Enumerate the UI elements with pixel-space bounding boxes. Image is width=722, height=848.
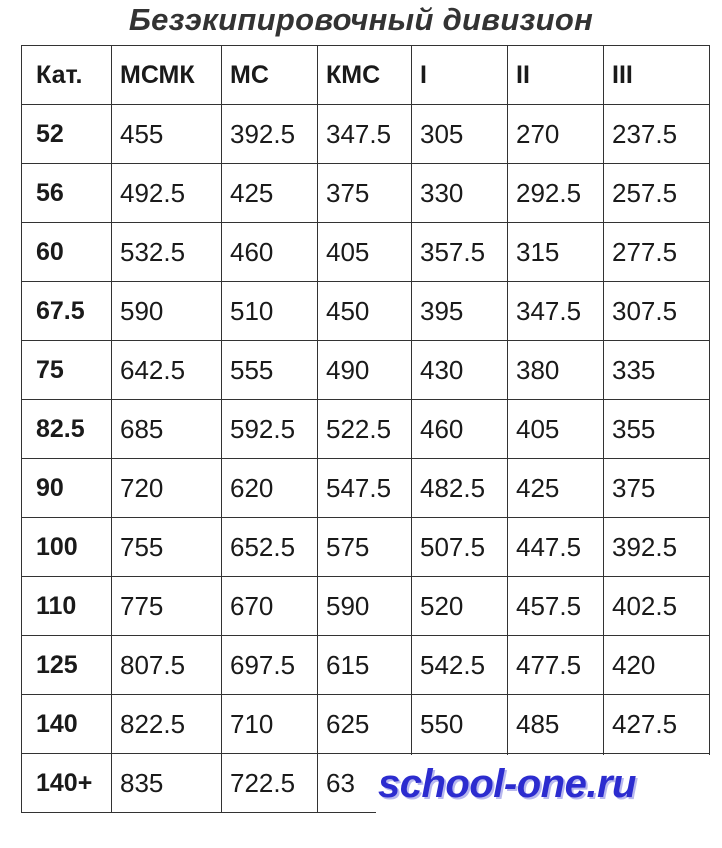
standard-value-cell: 697.5	[222, 636, 318, 695]
standard-value-cell: 402.5	[604, 577, 710, 636]
standard-value-cell: 392.5	[604, 518, 710, 577]
weight-category-cell: 67.5	[22, 282, 112, 341]
standard-value-cell: 490	[318, 341, 412, 400]
standard-value-cell: 335	[604, 341, 710, 400]
table-row	[22, 459, 710, 518]
standard-value-cell: 620	[222, 459, 318, 518]
standard-value-cell: 507.5	[412, 518, 508, 577]
standard-value-cell: 482.5	[412, 459, 508, 518]
standard-value-cell: 590	[318, 577, 412, 636]
standard-value-cell: 722.5	[222, 754, 318, 813]
standard-value-cell: 775	[112, 577, 222, 636]
standard-value-cell: 347.5	[318, 105, 412, 164]
standard-value-cell: 330	[412, 164, 508, 223]
page-title: Безэкипировочный дивизион	[128, 2, 594, 37]
standard-value-cell: 347.5	[508, 282, 604, 341]
standard-value-cell: 625	[318, 695, 412, 754]
standard-value-cell: 257.5	[604, 164, 710, 223]
standard-value-cell: 455	[112, 105, 222, 164]
standard-value-cell: 450	[318, 282, 412, 341]
table-row	[22, 223, 710, 282]
standard-value-cell: 420	[604, 636, 710, 695]
standard-value-cell: 520	[412, 577, 508, 636]
standard-value-cell: 405	[318, 223, 412, 282]
table-row	[22, 282, 710, 341]
standard-value-cell: 425	[222, 164, 318, 223]
column-header: III	[604, 46, 710, 105]
column-header: Кат.	[22, 46, 112, 105]
standard-value-cell: 547.5	[318, 459, 412, 518]
weight-category-cell: 82.5	[22, 400, 112, 459]
weight-category-cell: 140	[22, 695, 112, 754]
weight-category-cell: 56	[22, 164, 112, 223]
standard-value-cell: 427.5	[604, 695, 710, 754]
standard-value-cell: 485	[508, 695, 604, 754]
standard-value-cell: 392.5	[222, 105, 318, 164]
weight-category-cell: 100	[22, 518, 112, 577]
standard-value-cell: 807.5	[112, 636, 222, 695]
watermark-logo: school-one.ru	[378, 762, 636, 806]
standard-value-cell: 460	[222, 223, 318, 282]
standard-value-cell: 590	[112, 282, 222, 341]
standard-value-cell: 395	[412, 282, 508, 341]
standard-value-cell: 357.5	[412, 223, 508, 282]
standard-value-cell: 270	[508, 105, 604, 164]
weight-category-cell: 110	[22, 577, 112, 636]
standard-value-cell: 755	[112, 518, 222, 577]
standard-value-cell: 720	[112, 459, 222, 518]
standard-value-cell: 822.5	[112, 695, 222, 754]
standard-value-cell: 305	[412, 105, 508, 164]
column-header: II	[508, 46, 604, 105]
standards-table	[21, 45, 710, 813]
weight-category-cell: 90	[22, 459, 112, 518]
standard-value-cell: 307.5	[604, 282, 710, 341]
standard-value-cell: 425	[508, 459, 604, 518]
standard-value-cell: 477.5	[508, 636, 604, 695]
standard-value-cell: 292.5	[508, 164, 604, 223]
table-row	[22, 400, 710, 459]
standard-value-cell: 510	[222, 282, 318, 341]
standard-value-cell: 685	[112, 400, 222, 459]
table-body	[22, 105, 710, 813]
standard-value-cell: 615	[318, 636, 412, 695]
standard-value-cell: 522.5	[318, 400, 412, 459]
standard-value-cell: 447.5	[508, 518, 604, 577]
weight-category-cell: 60	[22, 223, 112, 282]
table-row	[22, 164, 710, 223]
standard-value-cell: 457.5	[508, 577, 604, 636]
standard-value-cell: 355	[604, 400, 710, 459]
standard-value-cell: 575	[318, 518, 412, 577]
table-row	[22, 577, 710, 636]
table-row	[22, 341, 710, 400]
weight-category-cell: 52	[22, 105, 112, 164]
standard-value-cell: 315	[508, 223, 604, 282]
weight-category-cell: 75	[22, 341, 112, 400]
standard-value-cell: 652.5	[222, 518, 318, 577]
standard-value-cell: 63	[318, 754, 412, 813]
weight-category-cell: 125	[22, 636, 112, 695]
standard-value-cell: 710	[222, 695, 318, 754]
standard-value-cell: 550	[412, 695, 508, 754]
standard-value-cell: 835	[112, 754, 222, 813]
weight-category-cell: 140+	[22, 754, 112, 813]
table-row	[22, 636, 710, 695]
standard-value-cell: 532.5	[112, 223, 222, 282]
standard-value-cell: 555	[222, 341, 318, 400]
standard-value-cell: 492.5	[112, 164, 222, 223]
standard-value-cell: 642.5	[112, 341, 222, 400]
table-row	[22, 518, 710, 577]
standard-value-cell: 592.5	[222, 400, 318, 459]
standard-value-cell: 430	[412, 341, 508, 400]
table-row	[22, 105, 710, 164]
standard-value-cell: 405	[508, 400, 604, 459]
table-row	[22, 695, 710, 754]
column-header: I	[412, 46, 508, 105]
column-header: МС	[222, 46, 318, 105]
standard-value-cell: 542.5	[412, 636, 508, 695]
standard-value-cell: 380	[508, 341, 604, 400]
column-header: КМС	[318, 46, 412, 105]
standard-value-cell: 460	[412, 400, 508, 459]
column-header: МСМК	[112, 46, 222, 105]
standard-value-cell: 277.5	[604, 223, 710, 282]
standard-value-cell: 670	[222, 577, 318, 636]
standard-value-cell: 375	[318, 164, 412, 223]
table-header-row	[22, 46, 710, 105]
standard-value-cell: 237.5	[604, 105, 710, 164]
standard-value-cell: 375	[604, 459, 710, 518]
